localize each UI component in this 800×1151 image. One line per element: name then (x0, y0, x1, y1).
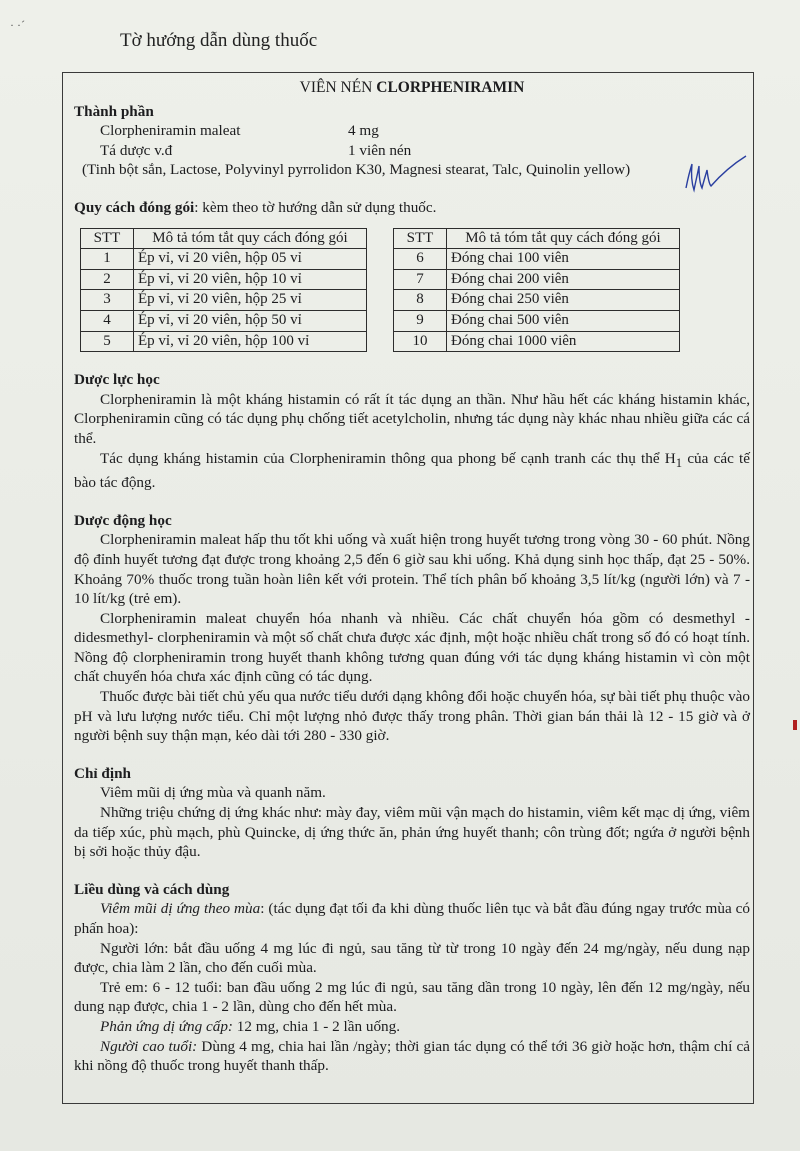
row-number: 8 (394, 290, 447, 311)
ingredient-name: Clorpheniramin maleat (100, 122, 241, 140)
row-number: 5 (81, 331, 134, 352)
packaging-tables (80, 228, 750, 353)
pharmacodynamics-p2 (74, 449, 750, 493)
col-desc: Mô tả tóm tắt quy cách đóng gói (134, 228, 367, 249)
row-number: 10 (394, 331, 447, 352)
elderly-label: Người cao tuổi: (100, 1037, 198, 1055)
row-desc: Đóng chai 100 viên (447, 249, 680, 270)
row-number: 9 (394, 310, 447, 331)
scan-specks: · ·´ (10, 18, 25, 32)
pharmacokinetics-heading: Dược động học (74, 511, 172, 529)
title-drug: CLORPHENIRAMIN (376, 79, 525, 96)
ingredient-amount: 4 mg (348, 122, 379, 140)
dosage-seasonal (74, 899, 750, 938)
table-row (394, 290, 680, 311)
indications-heading: Chỉ định (74, 764, 131, 782)
excipient-amount: 1 viên nén (348, 141, 412, 159)
acute-text: 12 mg, chia 1 - 2 lần uống. (233, 1017, 401, 1035)
pharmacokinetics-p2: Clorpheniramin maleat chuyển hóa nhanh và nhiều. Các chất chuyển hóa gồm có desmethyl - didesmethyl- clorpheniramin và một số chất chưa được xác định, một hoặc nhiều chất trong số đó có hoạt tính. Nồng độ clorpheniramin trong huyết thanh không tương quan đúng với tác dụng kháng histamin vì còn một chất chuyển hóa chưa xác định cũng có tác dụng. (74, 609, 750, 686)
table-row (81, 290, 367, 311)
packaging-table-right (393, 228, 680, 353)
row-desc: Ép vỉ, vỉ 20 viên, hộp 10 vỉ (134, 269, 367, 290)
row-desc: Đóng chai 500 viên (447, 310, 680, 331)
pharmacodynamics-p2-a: Tác dụng kháng histamin của Clorpheniramin thông qua phong bế cạnh tranh các thụ thể H (100, 449, 676, 467)
seasonal-text: : (tác dụng đạt tối đa khi dùng thuốc liên tục và bắt đầu đúng ngay trước mùa có phấn hoa): (74, 900, 750, 937)
excipient-name: Tá dược v.đ (100, 141, 173, 159)
acute-label: Phản ứng dị ứng cấp: (100, 1017, 233, 1035)
row-desc: Đóng chai 1000 viên (447, 331, 680, 352)
row-number: 6 (394, 249, 447, 270)
row-desc: Ép vỉ, vỉ 20 viên, hộp 05 vỉ (134, 249, 367, 270)
row-number: 3 (81, 290, 134, 311)
col-stt: STT (394, 228, 447, 249)
table-row (394, 331, 680, 352)
table-header-row (394, 228, 680, 249)
table-row (394, 249, 680, 270)
leaflet-header: Tờ hướng dẫn dùng thuốc (120, 30, 318, 51)
document-body (74, 78, 750, 1076)
packaging-heading: Quy cách đóng gói (74, 198, 195, 216)
ingredient-row (74, 121, 750, 141)
composition-heading: Thành phần (74, 102, 154, 120)
col-desc: Mô tả tóm tắt quy cách đóng gói (447, 228, 680, 249)
excipient-list: (Tinh bột sắn, Lactose, Polyvinyl pyrrolidon K30, Magnesi stearat, Talc, Quinolin yellow) (82, 161, 631, 179)
seasonal-label: Viêm mũi dị ứng theo mùa (100, 900, 261, 918)
row-desc: Đóng chai 250 viên (447, 290, 680, 311)
document-title (74, 78, 750, 98)
row-desc: Ép vỉ, vỉ 20 viên, hộp 50 vỉ (134, 310, 367, 331)
margin-mark (793, 720, 797, 730)
table-row (81, 269, 367, 290)
table-row (81, 331, 367, 352)
table-header-row (81, 228, 367, 249)
table-row (394, 310, 680, 331)
indications-p2: Những triệu chứng dị ứng khác như: mày đay, viêm mũi vận mạch do histamin, viêm kết mạc dị ứng, viêm da tiếp xúc, phù mạch, phù Quincke, dị ứng thức ăn, phản ứng huyết thanh; côn trùng đốt; ngứa ở người bệnh bị sởi hoặc thủy đậu. (74, 804, 750, 861)
packaging-table-left (80, 228, 367, 353)
pharmacokinetics-p3: Thuốc được bài tiết chủ yếu qua nước tiểu dưới dạng không đổi hoặc chuyển hóa, sự bài tiết phụ thuộc vào pH và lưu lượng nước tiểu. Chỉ một lượng nhỏ được thấy trong phân. Thời gian bán thải là 12 - 15 giờ và ở người bệnh suy thận mạn, kéo dài tới 280 - 330 giờ. (74, 688, 751, 745)
dosage-heading: Liều dùng và cách dùng (74, 880, 230, 898)
dosage-adult: Người lớn: bắt đầu uống 4 mg lúc đi ngủ, sau tăng từ từ trong 10 ngày đến 24 mg/ngày, nếu dung nạp được, chia làm 2 lần, cho đến cuối mùa. (74, 939, 750, 977)
row-number: 7 (394, 269, 447, 290)
pharmacodynamics-p2-b: của các tế bào tác động. (74, 449, 750, 492)
title-prefix: VIÊN NÉN (299, 79, 377, 96)
excipient-row (74, 141, 750, 161)
packaging-line (74, 198, 750, 218)
row-number: 4 (81, 310, 134, 331)
table-row (81, 249, 367, 270)
col-stt: STT (81, 228, 134, 249)
row-desc: Đóng chai 200 viên (447, 269, 680, 290)
elderly-text: Dùng 4 mg, chia hai lần /ngày; thời gian tác dụng có thể tới 36 giờ hoặc hơn, thậm chí cả khi nồng độ thuốc trong huyết thanh thấp. (74, 1037, 750, 1075)
indications-p1: Viêm mũi dị ứng mùa và quanh năm. (100, 784, 326, 802)
table-row (394, 269, 680, 290)
table-row (81, 310, 367, 331)
dosage-child: Trẻ em: 6 - 12 tuổi: ban đầu uống 2 mg lúc đi ngủ, sau tăng dần trong 10 ngày, lên đến 12 mg/ngày, nếu dung nạp được, chia 1 - 2 lần, dùng cho đến hết mùa. (74, 978, 750, 1016)
row-desc: Ép vỉ, vỉ 20 viên, hộp 100 vỉ (134, 331, 367, 352)
dosage-acute (74, 1017, 750, 1037)
row-desc: Ép vỉ, vỉ 20 viên, hộp 25 vỉ (134, 290, 367, 311)
pharmacodynamics-heading: Dược lực học (74, 371, 160, 389)
packaging-text: : kèm theo tờ hướng dẫn sử dụng thuốc. (194, 198, 437, 216)
pharmacodynamics-p1: Clorpheniramin là một kháng histamin có rất ít tác dụng an thần. Như hầu hết các kháng histamin khác, Clorpheniramin cũng có tác dụng phụ chống tiết acetylcholin, nhưng tác dụng này khác nhau nhiều giữa các cá thể. (74, 390, 750, 447)
receptor-subscript: 1 (675, 455, 683, 470)
pharmacokinetics-p1: Clorpheniramin maleat hấp thu tốt khi uống và xuất hiện trong huyết tương trong vòng 30 - 60 phút. Nồng độ đỉnh huyết tương đạt được trong khoảng 2,5 đến 6 giờ sau khi uống. Khả dụng sinh học thấp, đạt 25 - 50%. Khoảng 70% thuốc trong tuần hoàn liên kết với protein. Thể tích phân bố khoảng 3,5 lít/kg (người lớn) và 7 - 10 lít/kg (trẻ em). (74, 531, 750, 608)
dosage-elderly (74, 1037, 750, 1076)
row-number: 1 (81, 249, 134, 270)
row-number: 2 (81, 269, 134, 290)
